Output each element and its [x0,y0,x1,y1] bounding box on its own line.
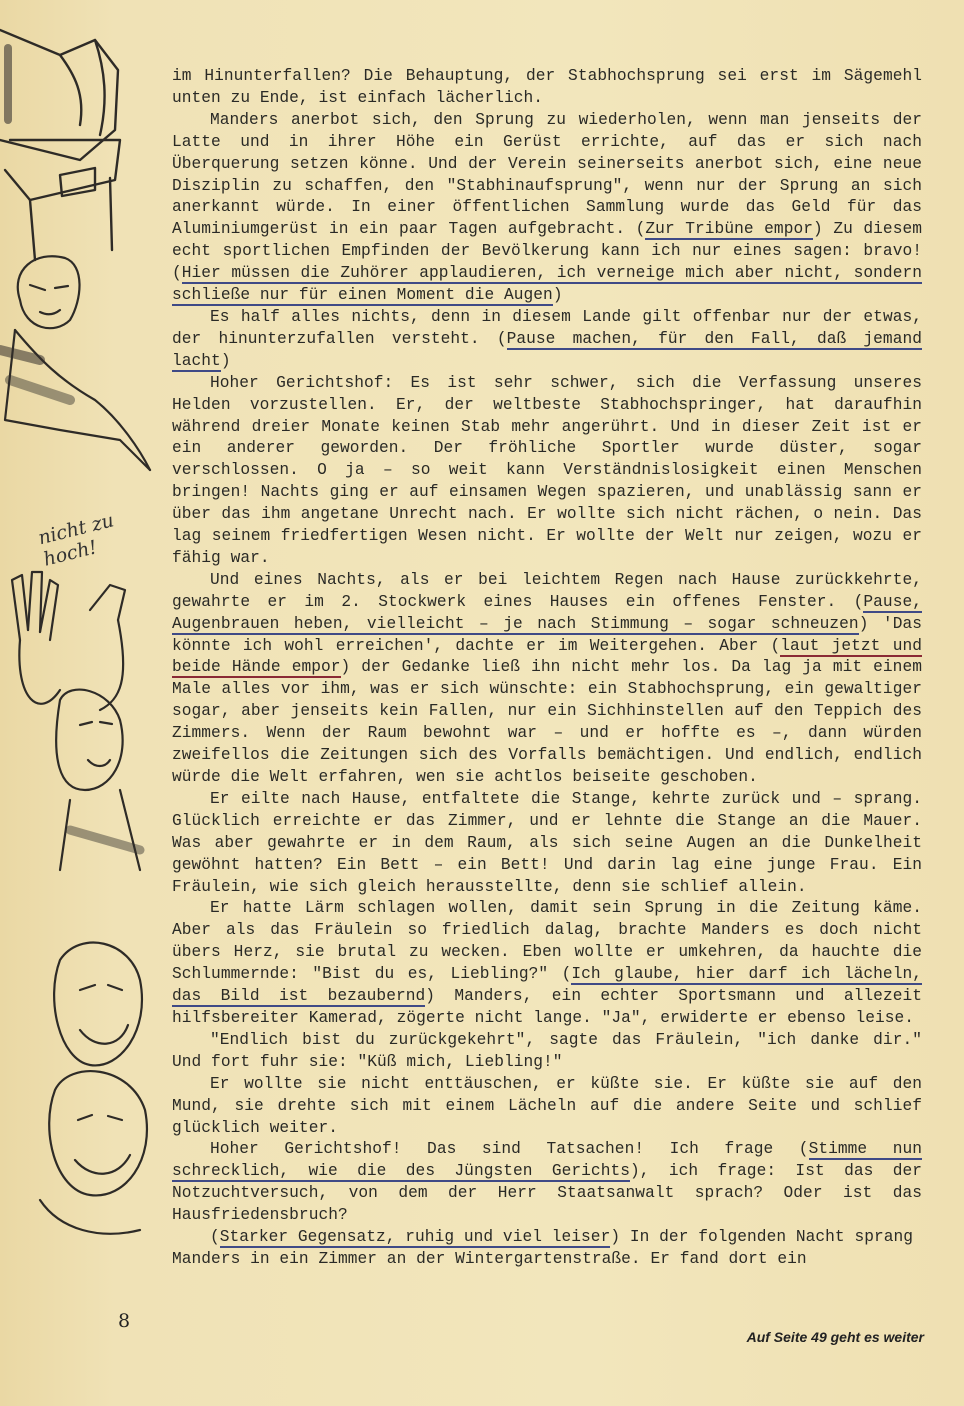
text-segment: "Endlich bist du zurückgekehrt", sagte das Fräulein, "ich danke dir." Und fort fuhr sie: "Küß mich, Liebling!" [172,1030,922,1071]
text-segment: Hoher Gerichtshof: Es ist sehr schwer, sich die Verfassung unseres Helden vorzustellen. Er, der weltbeste Stabhochspringer, hat daraufhin während dreier Monate keinen Stab mehr angerührt. Und in dieser Zeit ist er ein anderer geworden. Der fröhliche Sportler wurde düster, sogar verschlossen. O ja – so weit kann Verständnislosigkeit einen Menschen bringen! Nachts ging er auf einsamen Wegen spazieren, und unablässig sann er über das ihm angetane Unrecht nach. Er wollte sich nicht rächen, o nein. Das lag seinem friedfertigen Wesen nicht. Er wollte der Welt nur zeigen, wozu er fähig war. [172,373,922,567]
stage-direction: Hier müssen die Zuhörer applaudieren, ich verneige mich aber nicht, sondern schließe nur für einen Moment die Augen [172,264,922,305]
grumpy-figure-drawing [0,256,150,470]
text-segment: ) 'Das könnte ich wohl erreichen', dachte er im Weitergehen. Aber ( [172,614,922,655]
text-segment: Er eilte nach Hause, entfaltete die Stange, kehrte zurück und – sprang. Glücklich erreichte er das Zimmer, und er lehnte die Stange an die Mauer. Was aber gewahrte er in dem Raum, als sich seine Augen an die Dunkelheit gewöhnt hatten? Ein Bett – ein Bett! Und darin lag eine junge Frau. Ein Fräulein, wie sich gleich herausstellte, denn sie schlief allein. [172,789,922,896]
paragraph [172,110,922,307]
paragraph [172,66,922,110]
paragraph [172,898,922,1029]
stage-direction: Starker Gegensatz, ruhig und viel leiser [219,1228,611,1247]
continuation-note: Auf Seite 49 geht es weiter [746,1329,924,1345]
laughing-faces-drawing [40,943,147,1234]
paragraph [172,1074,922,1140]
text-segment: ) [552,286,563,305]
text-segment: ) der Gedanke ließ ihn nicht mehr los. Da lag ja mit einem Male alles vor ihm, was er sich wünschte: ein Stabhochsprung, ein gewaltiger sogar, aber jenseits kein Fallen, nur ein Sichhinstellen auf den Teppich des Zimmers. Wenn der Raum bewohnt war – und er hoffte es –, dann würden zweifellos die Zeitungen sich des Vorfalls bemächtigen. Und endlich, endlich würde die Welt erfahren, wen sie achtlos beiseite geschoben. [172,658,922,786]
paragraph [172,307,922,373]
fist-on-table-drawing [0,30,120,260]
stage-direction: Pause machen, für den Fall, daß jemand lacht [172,329,922,370]
paragraph [172,1139,922,1227]
text-segment: ( [210,1228,220,1247]
text-segment: ) In der folgenden Nacht sprang Manders in ein Zimmer an der Wintergartenstraße. Er fand dort ein [172,1228,914,1268]
text-segment: Er hatte Lärm schlagen wollen, damit sein Sprung in die Zeitung käme. Aber als das Fräulein so friedlich dalag, brachte Manders es doch nicht übers Herz, sie brutal zu wecken. Eben wollte er umkehren, da hauchte die Schlummernde: "Bist du es, Liebling?" ( [172,899,922,984]
margin-note: nicht zu hoch! [36,509,117,571]
page-number: 8 [118,1310,131,1332]
text-segment: Es half alles nichts, denn in diesem Lande gilt offenbar nur der etwas, der hinunterzufallen versteht. ( [172,307,922,348]
stage-direction: Stimme nun schrecklich, wie die des Jüngsten Gerichts [172,1140,922,1181]
paragraph [172,1227,922,1271]
stage-direction: laut jetzt und beide Hände empor [172,636,922,677]
text-segment: Und eines Nachts, als er bei leichtem Regen nach Hause zurückkehrte, gewahrte er im 2. Stockwerk eines Hauses ein offenes Fenster. ( [172,570,922,611]
text-segment: ) [220,351,231,370]
paragraph [172,570,922,789]
text-segment: ), ich frage: Ist das der Notzuchtversuch, von dem der Herr Staatsanwalt sprach? Oder ist das Hausfriedensbruch? [172,1162,923,1225]
stage-direction: Ich glaube, hier darf ich lächeln, das Bild ist bezaubernd [172,965,922,1006]
margin-illustration [0,0,180,1300]
body-text [172,66,922,1271]
text-segment: Hoher Gerichtshof! Das sind Tatsachen! Ich frage ( [210,1140,809,1159]
text-segment: Manders anerbot sich, den Sprung zu wiederholen, wenn man jenseits der Latte und in ihrer Höhe ein Gerüst errichte, auf das er sich nach Überquerung setzen könne. Und der Verein seinerseits anerbot sich, eine neue Disziplin zu schaffen, den "Stabhinaufsprung", wenn nur der Sprung an sich anerkannt würde. In einer öffentlichen Sammlung wurde das Geld für das Aluminiumgerüst in ein paar Tagen aufgebracht. ( [172,110,922,239]
raised-hands-figure-drawing [12,572,140,870]
text-segment: Er wollte sie nicht enttäuschen, er küßte sie. Er küßte sie auf den Mund, sie drehte sich mit einem Lächeln auf die andere Seite und schlief glücklich weiter. [172,1074,922,1137]
stage-direction: Pause, Augenbrauen heben, vielleicht – je nach Stimmung – sogar schneuzen [172,592,922,633]
text-segment: ) Manders, ein echter Sportsmann und allezeit hilfsbereiter Kamerad, zögerte nicht lange. "Ja", erwiderte er ebenso leise. [172,987,923,1027]
paragraph [172,373,922,570]
paragraph [172,789,922,899]
stage-direction: Zur Tribüne empor [645,220,813,239]
text-segment: im Hinunterfallen? Die Behauptung, der Stabhochsprung sei erst im Sägemehl unten zu Ende, ist einfach lächerlich. [172,67,922,107]
text-segment: ) Zu diesem echt sportlichen Empfinden der Bevölkerung kann ich nur eines sagen: bravo! ( [172,220,922,283]
paragraph [172,1030,922,1074]
